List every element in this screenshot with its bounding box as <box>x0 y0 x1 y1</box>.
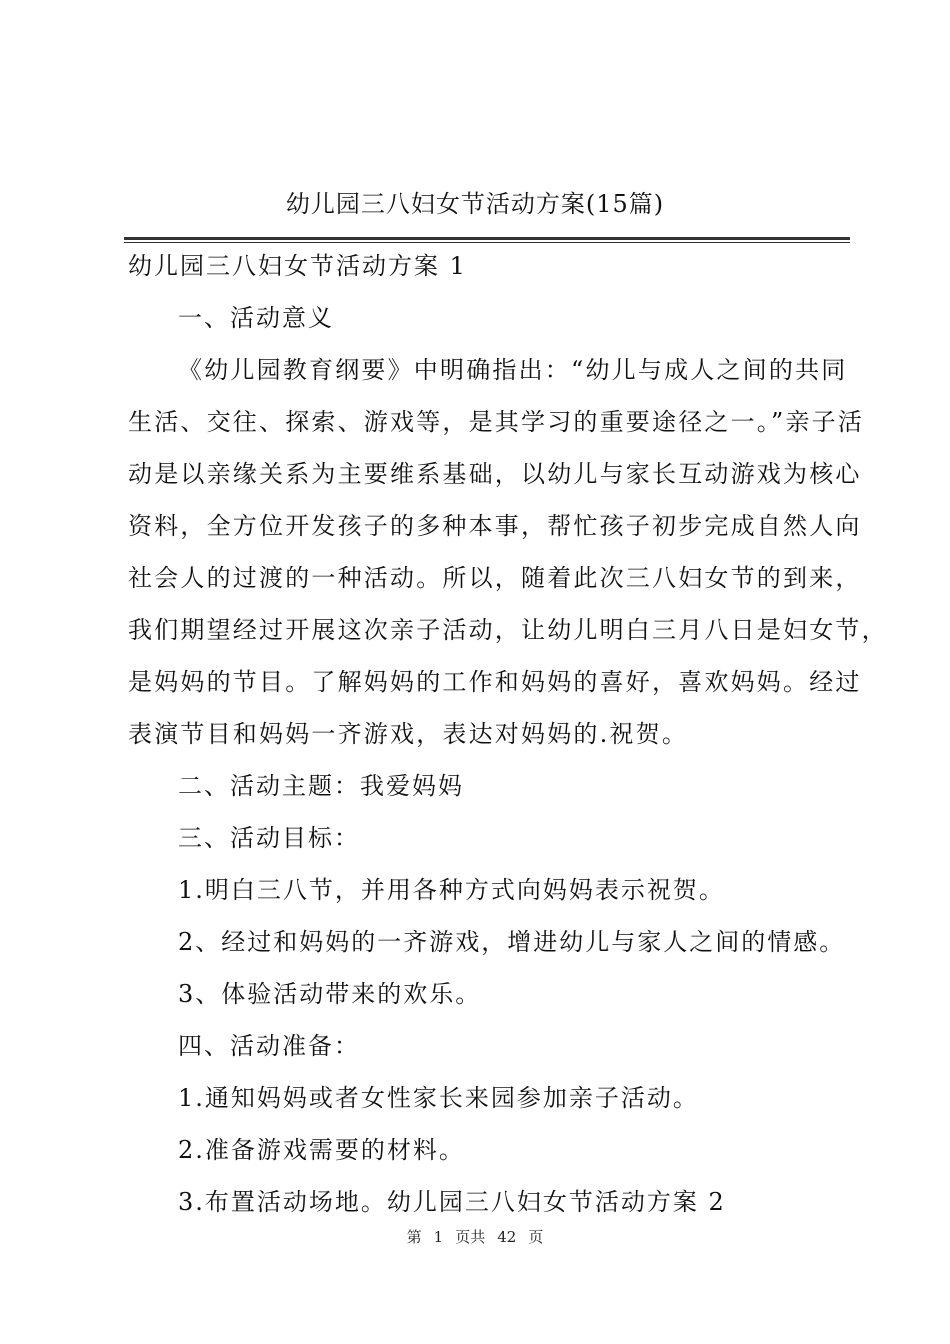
goals-list <box>128 870 848 1026</box>
paragraph-line: 我们期望经过开展这次亲子活动，让幼儿明白三月八日是妇女节， <box>128 616 888 644</box>
footer-suffix: 页 <box>528 1228 544 1246</box>
paragraph-line: 《幼儿园教育纲要》中明确指出：“幼儿与成人之间的共同 <box>178 356 848 384</box>
footer-page-number: 1 <box>433 1228 444 1246</box>
list-item: 2、经过和妈妈的一齐游戏，增进幼儿与家人之间的情感。 <box>178 928 846 956</box>
paragraph-line: 表演节目和妈妈一齐游戏，表达对妈妈的.祝贺。 <box>128 720 689 748</box>
paragraph-line: 资料，全方位开发孩子的多种本事，帮忙孩子初步完成自然人向 <box>128 512 862 540</box>
paragraph-line: 社会人的过渡的一种活动。所以，随着此次三八妇女节的到来， <box>128 564 862 592</box>
title-divider-thick <box>124 237 850 240</box>
page-title: 幼儿园三八妇女节活动方案(15篇) <box>285 190 665 218</box>
paragraph-line: 是妈妈的节目。了解妈妈的工作和妈妈的喜好，喜欢妈妈。经过 <box>128 668 862 696</box>
list-item: 3.布置活动场地。幼儿园三八妇女节活动方案 2 <box>178 1188 726 1216</box>
footer-middle: 页共 <box>455 1228 486 1246</box>
paragraph-activity-meaning <box>128 350 888 766</box>
list-item: 2.准备游戏需要的材料。 <box>178 1136 465 1164</box>
heading-activity-theme: 二、活动主题：我爱妈妈 <box>178 772 464 800</box>
heading-activity-preparation: 四、活动准备： <box>178 1032 360 1060</box>
section-heading: 幼儿园三八妇女节活动方案 1 <box>128 252 467 280</box>
heading-activity-meaning: 一、活动意义 <box>178 304 334 332</box>
paragraph-line: 生活、交往、探索、游戏等，是其学习的重要途径之一。”亲子活 <box>128 408 865 436</box>
title-divider-thin <box>124 242 850 243</box>
list-item: 1.通知妈妈或者女性家长来园参加亲子活动。 <box>178 1084 699 1112</box>
heading-activity-goals: 三、活动目标： <box>178 824 360 852</box>
document-body <box>128 246 888 1234</box>
footer-prefix: 第 <box>406 1228 422 1246</box>
footer-total-pages: 42 <box>497 1228 517 1246</box>
list-item: 1.明白三八节，并用各种方式向妈妈表示祝贺。 <box>178 876 725 904</box>
preparations-list <box>128 1078 848 1234</box>
page-footer <box>0 1226 950 1248</box>
paragraph-line: 动是以亲缘关系为主要维系基础，以幼儿与家长互动游戏为核心 <box>128 460 862 488</box>
list-item: 3、体验活动带来的欢乐。 <box>178 980 482 1008</box>
